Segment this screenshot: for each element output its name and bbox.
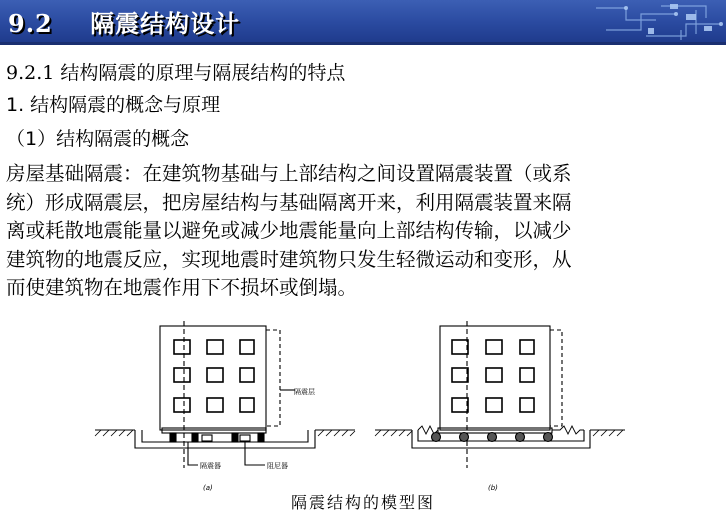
- paragraph-line: 而使建筑物在地震作用下不损坏或倒塌。: [6, 276, 358, 299]
- body-paragraph: [6, 160, 722, 303]
- subitem-heading: （1）结构隔震的概念: [6, 128, 190, 150]
- paragraph-line: 统）形成隔震层，把房屋结构与基础隔离开来，利用隔震装置来隔: [6, 190, 572, 214]
- label-damper: 阻尼器: [267, 462, 288, 470]
- figure-panel-b: [375, 321, 625, 492]
- circuit-decoration-icon: [586, 0, 726, 42]
- label-isolation-layer: 隔震层: [294, 388, 315, 396]
- label-b: (b): [488, 484, 498, 492]
- paragraph-line: 离或耗散地震能量以避免或减少地震能量向上部结构传输，以减少: [6, 219, 572, 242]
- item-heading: 1. 结构隔震的概念与原理: [6, 94, 221, 116]
- header-title: [8, 4, 240, 39]
- label-isolator: 隔震器: [200, 462, 221, 470]
- section-number: 9.2: [8, 9, 53, 38]
- slide-header: [0, 0, 726, 42]
- figure-panel-a: [95, 321, 355, 492]
- header-rule: [0, 42, 726, 45]
- paragraph-line: 建筑物的地震反应，实现地震时建筑物只发生轻微运动和变形，从: [6, 247, 572, 271]
- section-title: 隔震结构设计: [90, 9, 241, 38]
- figure-caption: 隔震结构的模型图: [290, 493, 435, 512]
- subsection-heading: 9.2.1 结构隔震的原理与隔展结构的特点: [6, 62, 346, 84]
- label-a: (a): [203, 484, 213, 492]
- isolation-model-figure: [90, 318, 630, 496]
- paragraph-line: 房屋基础隔震：在建筑物基础与上部结构之间设置隔震装置（或系: [6, 162, 572, 185]
